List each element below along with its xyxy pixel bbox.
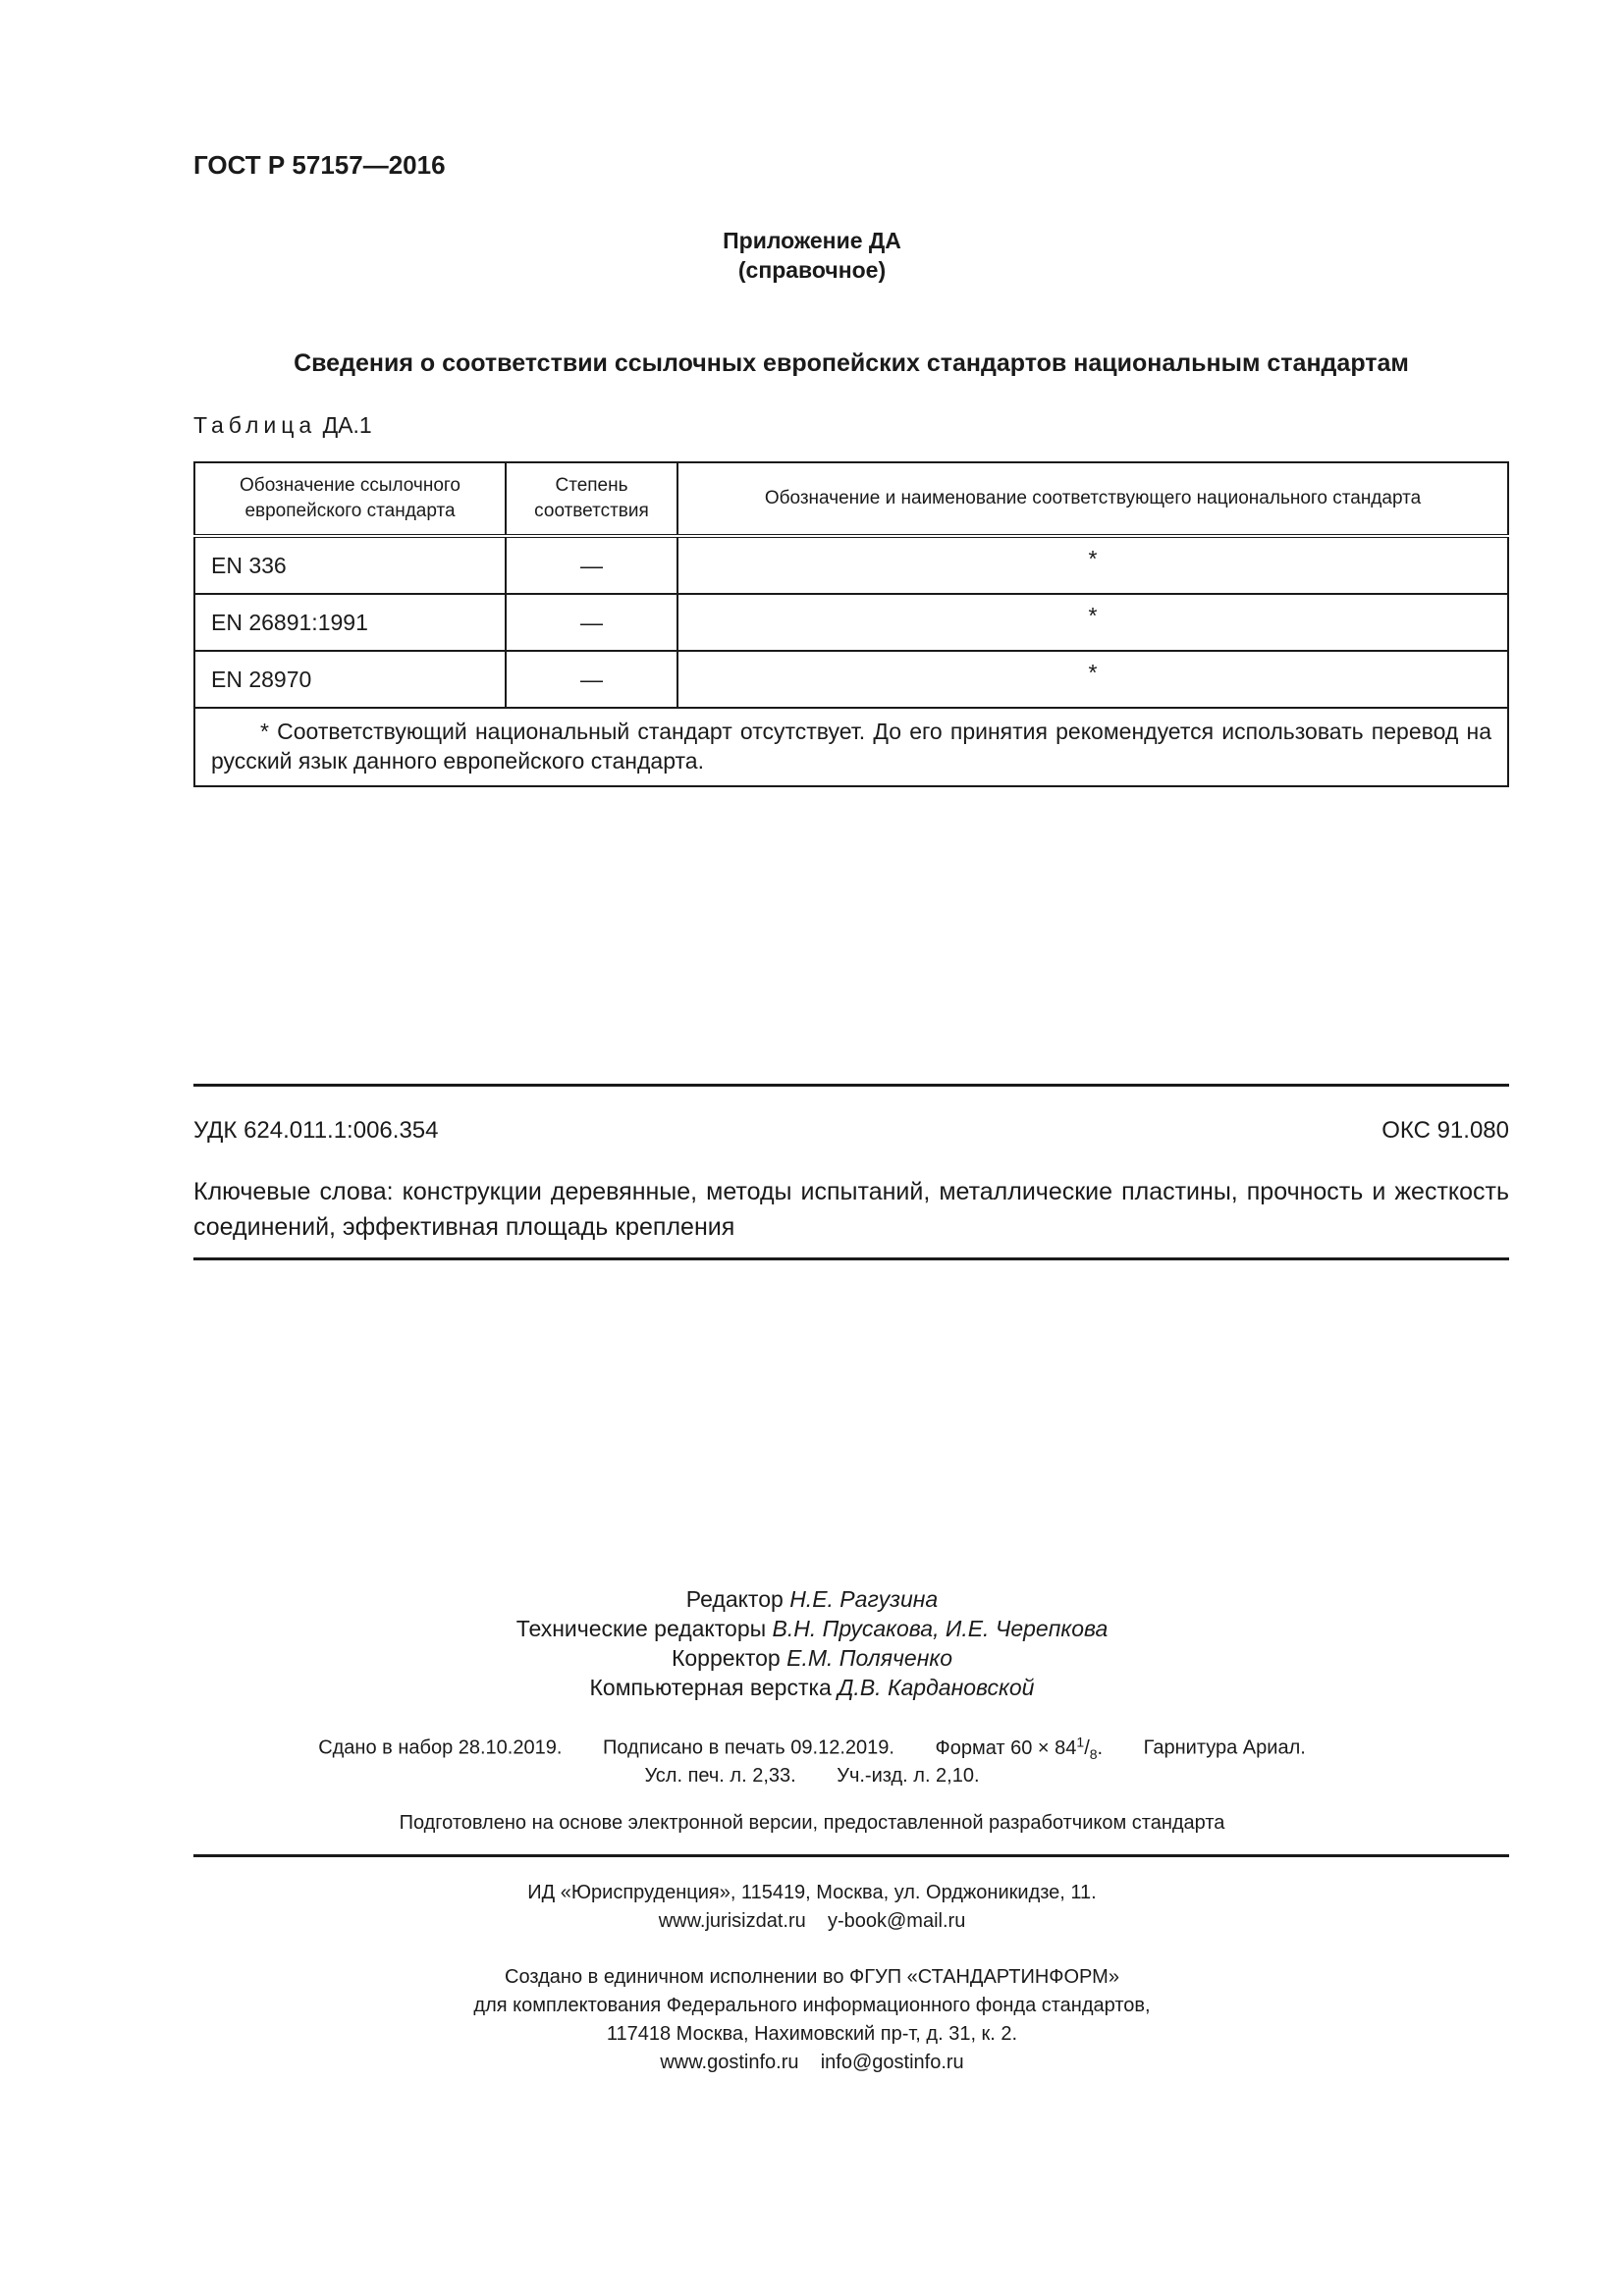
reference-standards-table (193, 461, 1509, 787)
divider-top (193, 1084, 1509, 1087)
header-national-standard: Обозначение и наименование соответствующего национального стандарта (677, 462, 1508, 536)
cell-code: EN 336 (194, 536, 506, 594)
table-row (194, 536, 1508, 594)
creator-contacts (0, 2049, 1624, 2077)
layout-label: Компьютерная верстка (589, 1675, 832, 1700)
appendix-title: Приложение ДА (723, 228, 901, 253)
publisher-contacts (0, 1907, 1624, 1936)
appendix-subtitle: (справочное) (737, 257, 887, 283)
credits-layout (0, 1673, 1624, 1702)
imprint-sent: Сдано в набор 28.10.2019. (318, 1736, 563, 1759)
imprint-typeface: Гарнитура Ариал. (1143, 1736, 1306, 1759)
imprint-signed: Подписано в печать 09.12.2019. (602, 1736, 894, 1759)
proofreader-label: Корректор (671, 1645, 781, 1671)
table-row (194, 594, 1508, 651)
imprint-line-2 (0, 1765, 1624, 1788)
publisher-site: www.jurisizdat.ru (658, 1910, 806, 1932)
udk-code: УДК 624.011.1:006.354 (193, 1117, 439, 1144)
header-degree: Степень соответствия (506, 462, 677, 536)
section-title: Сведения о соответствии ссылочных европейских стандартов национальным стандартам (294, 349, 1409, 377)
cell-degree: — (506, 594, 677, 651)
creator-line-2: для комплектования Федерального информационного фонда стандартов, (473, 1995, 1151, 2016)
publisher-email: y-book@mail.ru (827, 1910, 966, 1932)
credits-proofreader (0, 1643, 1624, 1673)
creator-line-3: 117418 Москва, Нахимовский пр-т, д. 31, к. 2. (606, 2023, 1018, 2045)
imprint-pub-sheets: Уч.-изд. л. 2,10. (837, 1765, 980, 1787)
header-european-standard: Обозначение ссылочного европейского стандарта (194, 462, 506, 536)
editor-label: Редактор (685, 1586, 784, 1612)
layout-name: Д.В. Кардановской (838, 1675, 1035, 1700)
credits-editor (0, 1584, 1624, 1614)
cell-degree: — (506, 651, 677, 708)
creator-email: info@gostinfo.ru (820, 2052, 964, 2073)
imprint-prepared: Подготовлено на основе электронной версии, предоставленной разработчиком стандарта (399, 1812, 1225, 1834)
imprint-line-1 (0, 1734, 1624, 1762)
table-label-word: Таблица (193, 412, 317, 438)
proofreader-name: Е.М. Поляченко (786, 1645, 953, 1671)
table-header-row (194, 462, 1508, 536)
tech-editors-label: Технические редакторы (515, 1616, 767, 1641)
imprint-format: Формат $60 \times 84^1/_8$. (935, 1734, 1104, 1762)
document-code: ГОСТ Р 57157—2016 (193, 150, 446, 180)
cell-national: * (677, 594, 1508, 651)
divider-imprint (193, 1854, 1509, 1857)
cell-national: * (677, 651, 1508, 708)
table-note-row (194, 708, 1508, 786)
publisher-address: ИД «Юриспруденция», 115419, Москва, ул. Орджоникидзе, 11. (527, 1882, 1097, 1903)
credits-tech-editors (0, 1614, 1624, 1643)
oks-code: ОКС 91.080 (1381, 1117, 1509, 1144)
tech-editors-names: В.Н. Прусакова, И.Е. Черепкова (772, 1616, 1109, 1641)
creator-line-1: Создано в единичном исполнении во ФГУП «СТАНДАРТИНФОРМ» (505, 1966, 1119, 1988)
table-label-number: ДА.1 (322, 412, 372, 438)
cell-code: EN 26891:1991 (194, 594, 506, 651)
cell-code: EN 28970 (194, 651, 506, 708)
table-footnote (194, 708, 1508, 786)
table-footnote-text: * Соответствующий национальный стандарт отсутствует. До его принятия рекомендуется использовать перевод на русский язык данного европейского стандарта. (211, 719, 1491, 774)
cell-degree: — (506, 536, 677, 594)
creator-site: www.gostinfo.ru (660, 2052, 799, 2073)
editor-name: Н.Е. Рагузина (789, 1586, 939, 1612)
divider-keywords (193, 1257, 1509, 1260)
cell-national: * (677, 536, 1508, 594)
table-label (193, 412, 372, 439)
keywords: Ключевые слова: конструкции деревянные, методы испытаний, металлические пластины, прочность и жесткость соединений, эффективная площадь крепления (193, 1178, 1509, 1241)
imprint-sheets: Усл. печ. л. 2,33. (644, 1765, 796, 1787)
table-row (194, 651, 1508, 708)
